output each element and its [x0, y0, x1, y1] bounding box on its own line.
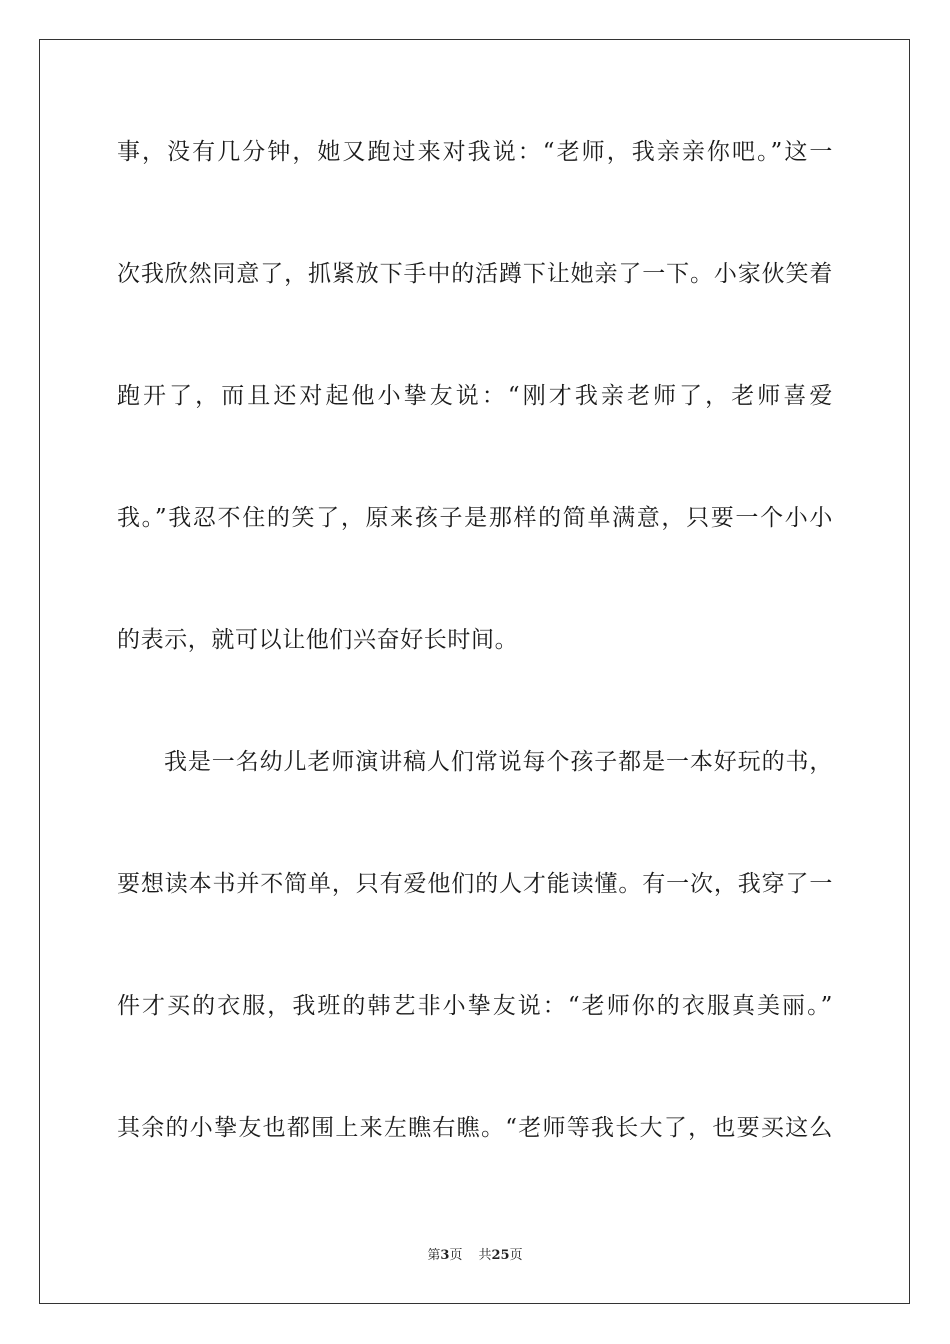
page-suffix: 页 — [449, 1248, 463, 1263]
paragraph-line: 的表示，就可以让他们兴奋好长时间。 — [117, 627, 519, 653]
paragraph-line: 件才买的衣服，我班的韩艺非小挚友说：“老师你的衣服真美丽。” — [117, 993, 833, 1019]
paragraph-line: 跑开了，而且还对起他小挚友说：“刚才我亲老师了，老师喜爱 — [117, 383, 833, 409]
paragraph-line: 事，没有几分钟，她又跑过来对我说：“老师，我亲亲你吧。”这一 — [117, 139, 833, 165]
total-pages: 25 — [491, 1248, 510, 1263]
paragraph-line: 次我欣然同意了，抓紧放下手中的活蹲下让她亲了一下。小家伙笑着 — [117, 261, 833, 287]
paragraph-line: 要想读本书并不简单，只有爱他们的人才能读懂。有一次，我穿了一 — [117, 871, 833, 897]
page-prefix: 第 — [427, 1248, 441, 1263]
paragraph-line: 我。”我忍不住的笑了，原来孩子是那样的简单满意，只要一个小小 — [117, 505, 833, 531]
page-number: 3 — [440, 1248, 450, 1263]
paragraph-line: 其余的小挚友也都围上来左瞧右瞧。“老师等我长大了，也要买这么 — [117, 1115, 833, 1141]
page-footer — [0, 1247, 950, 1265]
total-prefix: 共 — [478, 1248, 492, 1263]
paragraph-line-indented: 我是一名幼儿老师演讲稿人们常说每个孩子都是一本好玩的书， — [164, 749, 833, 775]
total-suffix: 页 — [509, 1248, 523, 1263]
